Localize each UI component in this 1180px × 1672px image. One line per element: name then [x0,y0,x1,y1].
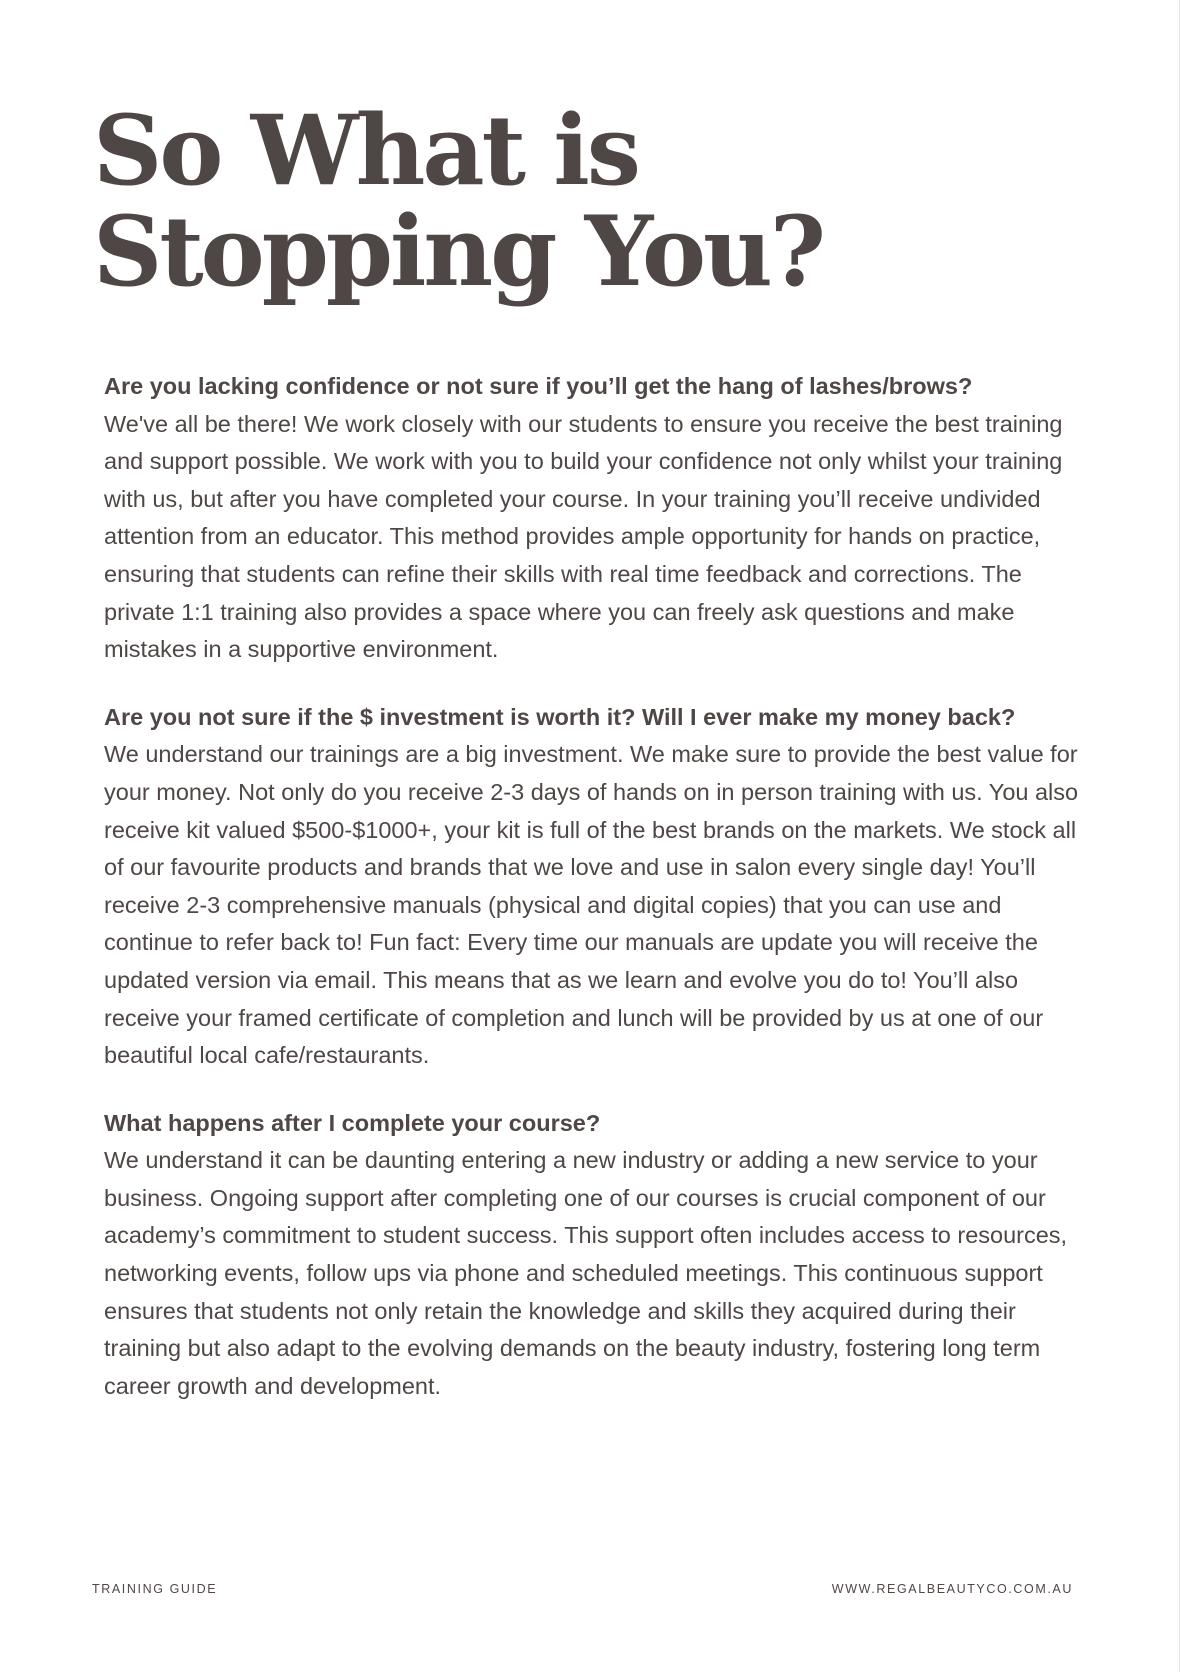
faq-question: Are you not sure if the $ investment is worth it? Will I ever make my money back? [104,703,1016,730]
faq-section-investment [104,699,1084,1075]
faq-section-after-course [104,1105,1084,1406]
faq-answer: We understand our trainings are a big investment. We make sure to provide the best value for your money. Not only do you receive 2-3 days of hands on in person training with us. You also receive kit valued $500-$1000+, your kit is full of the best brands on the markets. We stock all of our favourite products and brands that we love and use in salon every single day! You’ll receive 2-3 comprehensive manuals (physical and digital copies) that you can use and continue to refer back to! Fun fact: Every time our manuals are update you will receive the updated version via email. This means that as we learn and evolve you do to! You’ll also receive your framed certificate of completion and lunch will be provided by us at one of our beautiful local cafe/restaurants. [104,741,1079,1069]
page-title-line-1: So What is [93,94,638,207]
faq-section-confidence [104,368,1084,669]
footer-website-url: WWW.REGALBEAUTYCO.COM.AU [831,1582,1073,1596]
faq-answer: We've all be there! We work closely with our students to ensure you receive the best training and support possible. We work with you to build your confidence not only whilst your training with us, but after you have completed your course. In your training you’ll receive undivided attention from an educator. This method provides ample opportunity for hands on practice, ensuring that students can refine their skills with real time feedback and corrections. The private 1:1 training also provides a space where you can freely ask questions and make mistakes in a supportive environment. [104,410,1063,663]
page-title-line-2: Stopping You? [93,195,824,308]
faq-question: What happens after I complete your course? [104,1109,601,1136]
footer-document-label: TRAINING GUIDE [92,1582,218,1596]
faq-answer: We understand it can be daunting entering a new industry or adding a new service to your business. Ongoing support after completing one of our courses is crucial component of our academy’s commitment to student success. This support often includes access to resources, networking events, follow ups via phone and scheduled meetings. This continuous support ensures that students not only retain the knowledge and skills they acquired during their training but also adapt to the evolving demands on the beauty industry, fostering long term career growth and development. [104,1147,1068,1399]
faq-question: Are you lacking confidence or not sure if you’ll get the hang of lashes/brows? [104,373,973,399]
page-title [93,94,993,308]
faq-content [104,368,1084,1435]
